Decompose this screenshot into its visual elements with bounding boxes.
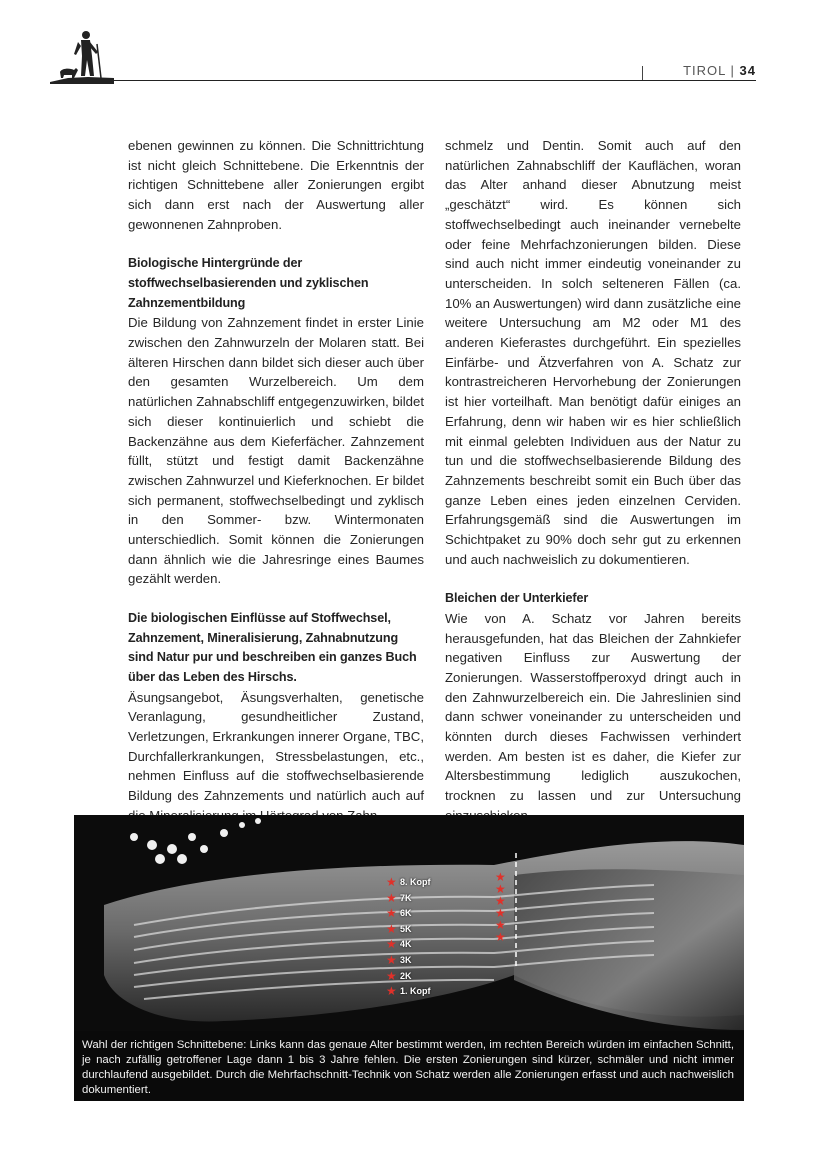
zone-marker-label: 1. Kopf [400, 986, 431, 997]
marker-star-icon: ★ [495, 918, 506, 932]
section-heading: Biologische Hintergründe der stoffwechselbasierenden und zyklischen Zahnzementbildung [128, 256, 369, 310]
hiker-logo-icon [48, 28, 114, 84]
marker-star-icon: ★ [495, 930, 506, 944]
zone-marker-label: 3K [400, 955, 412, 965]
zone-marker-label: 5K [400, 923, 412, 934]
section-heading: Die biologischen Einflüsse auf Stoffwechsel, Zahnzement, Mineralisierung, Zahnabnutzung sind Natur pur und beschreiben ein ganzes Buch über das Leben des Hirschs. [128, 610, 417, 684]
page-number: 34 [739, 63, 756, 78]
body-paragraph: Die Bildung von Zahnzement findet in erster Linie zwischen den Zahnwurzeln der Molaren statt. Bei älteren Hirschen dann bildet sich dieser auch über den gesamten Wurzelbereich. Um dem natürlichen Zahnabschliff entgegenzuwirken, bildet sich dieser kontinuierlich und schiebt die Backenzähne aus dem Kieferfächer. Zahnzement füllt, stützt und festigt damit Backenzähne zwischen Zahnwurzel und Kieferknochen. Er bildet sich permanent, stoffwechselbedingt und zyklisch in den Sommer- bzw. Wintermonaten unterschiedlich. Somit können die Zonierungen dann ähnlich wie die Jahresringe eines Baumes gezählt werden. [128, 315, 424, 587]
marker-star-icon: ★ [495, 882, 506, 896]
marker-star-icon: ★ [495, 870, 506, 884]
marker-star-icon: ★ [386, 937, 397, 952]
header-separator [642, 66, 643, 80]
marker-star-icon: ★ [495, 894, 506, 908]
marker-star-icon: ★ [386, 984, 397, 999]
zone-marker-label: 4K [400, 939, 412, 950]
marker-star-icon: ★ [386, 875, 397, 889]
marker-star-icon: ★ [495, 906, 506, 920]
marker-star-icon: ★ [386, 953, 397, 967]
section-heading: Bleichen der Unterkiefer [445, 591, 589, 606]
zone-marker-label: 2K [400, 970, 412, 981]
marker-star-icon: ★ [386, 890, 397, 905]
body-paragraph: ebenen gewinnen zu können. Die Schnittrichtung ist nicht gleich Schnittebene. Die Erkenntnis der richtigen Schnittebene aller Zonierungen ergibt sich dann erst nach der Auswertung aller gewonnenen Zahnproben. [128, 138, 424, 232]
section-title: TIROL [683, 63, 726, 78]
marker-star-icon: ★ [386, 906, 397, 921]
marker-star-icon: ★ [386, 968, 397, 983]
marker-star-icon: ★ [386, 921, 397, 936]
body-paragraph: Äsungsangebot, Äsungsverhalten, genetische Veranlagung, gesundheitlicher Zustand, Verletzungen, Erkrankungen innerer Organe, TBC, Durchfallerkrankungen, Stressbelastungen, etc., nehmen Einfluss auf die stoffwechselbasierende Bildung des Zahnzements und natürlich auch auf [128, 689, 424, 804]
paragraph-spacer [128, 235, 424, 255]
zone-marker-label: 8. Kopf [400, 877, 431, 887]
paragraph-spacer [445, 569, 741, 589]
body-paragraph: schmelz und Dentin. Somit auch auf den natürlichen Zahnabschliff der Kauflächen, woran das Alter anhand dieser Abnutzung meist „geschätzt“ wird. Es können sich stoffwechselbedingt auch ineinander vernebelte oder feine Mehrfachzonierungen bilden. Diese sind auch nicht immer eindeutig voneinander zu unterscheiden. In solch selteneren Fällen (ca. 10% an Auswertungen) wird dann zusätzliche eine weitere Untersuchung am M2 oder M1 des anderen Kieferastes durchgeführt. Ein spezielles Einfärbe- und Ätzverfahren von A. Schatz zur kontrastreicheren Hervorhebung der Zonierungen ist hier vorteilhaft. Man benötigt dafür einiges an Erfahrung, denn wir haben wir es hier schließlich mit einmal gelebten Individuen aus der Natur zu tun und die stoffwechselbasierende Bildung des Zahnzements beschreibt somit ein Buch über das ganze Leben eines jeden einzelnen Cerviden. Erfahrungsgemäß sind die Auswertungen im Schichtpaket zu 90% doch sehr gut zu erkennen und auch nachweislich zu dokumentieren. [445, 138, 741, 567]
body-paragraph: Wie von A. Schatz vor Jahren bereits herausgefunden, hat das Bleichen der Zahnkiefer negativen Einfluss zur Auswertung der Zonierungen. Wasserstoffperoxyd dringt auch in den Zahnwurzelbereich ein. Die Jahreslinien sind dann schwer voneinander zu unterscheiden und könnten durch dieses Fachwissen verhindert werden. Am besten ist es daher, die Kiefer zur Altersbestimmung lediglich auszukochen, trocknen zu lassen und zur Untersuchung [445, 610, 741, 804]
zone-marker-label: 7K [400, 892, 412, 903]
paragraph-spacer [128, 589, 424, 609]
figure-caption: Wahl der richtigen Schnittebene: Links kann das genaue Alter bestimmt werden, im rechten Bereich würden im einfachen Schnitt, je nach zufällig getroffener Lage dann 1 bis 3 Jahre fehlen. Die ersten Zonierungen sind kürzer, schmäler und nicht immer durchlaufend ausgebildet. Durch die Mehrfachschnitt-Technik von Schatz werden alle Zonierungen erfasst und auch nachweislich dokumentiert. [74, 1031, 744, 1101]
left-text-column [128, 136, 424, 826]
zone-marker-label: 6K [400, 908, 412, 919]
header-rule [60, 80, 756, 81]
running-head: TIROL | 34 [683, 63, 756, 78]
right-text-column [445, 136, 741, 826]
